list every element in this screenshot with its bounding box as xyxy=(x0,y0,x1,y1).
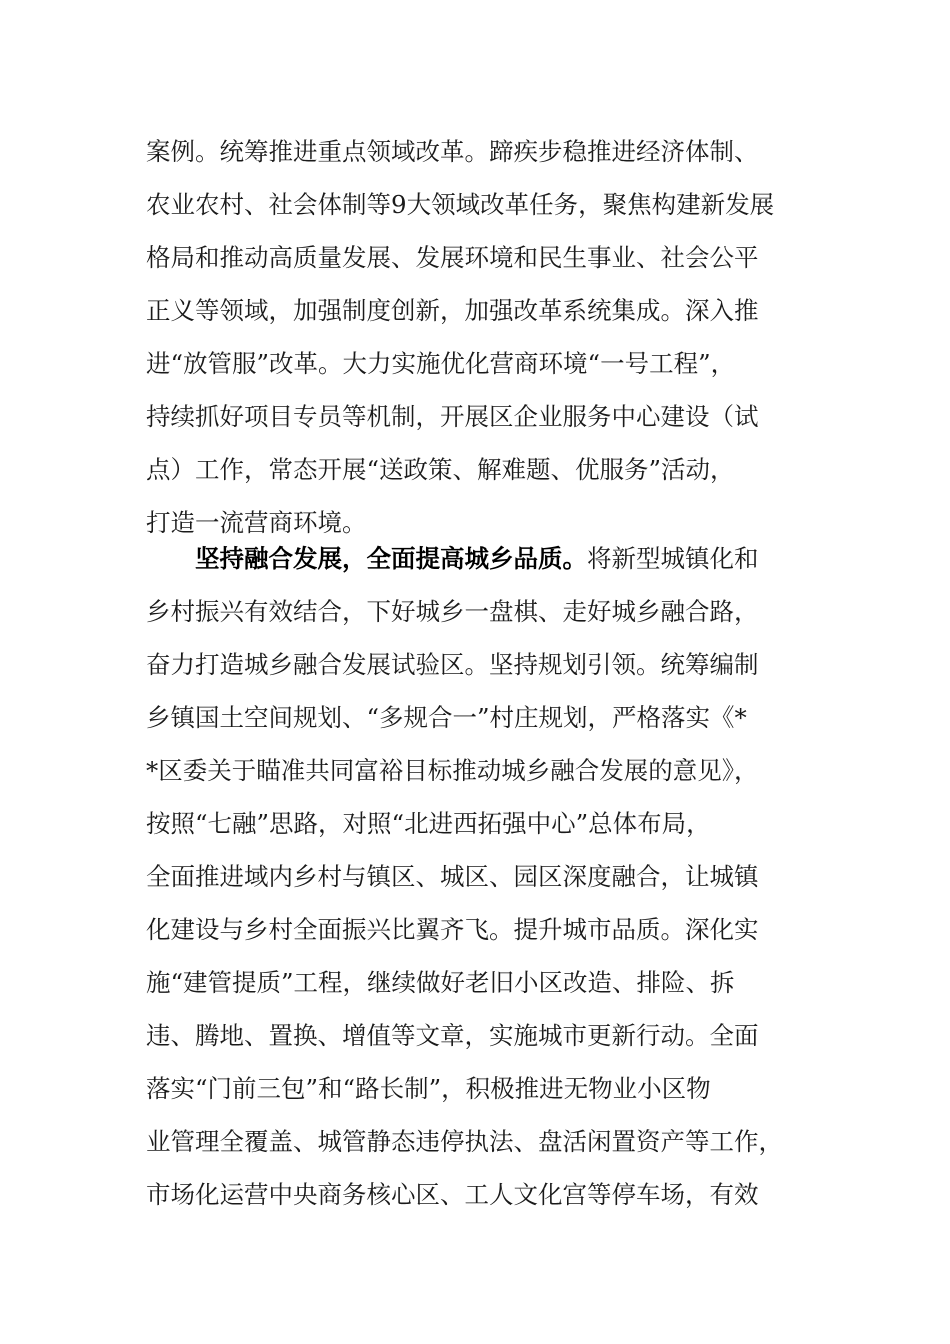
text-line: 市场化运营中央商务核心区、工人文化宫等停车场，有效 xyxy=(146,1180,759,1209)
section-heading: 坚持融合发展，全面提高城乡品质。 xyxy=(195,544,587,573)
text-line: 乡村振兴有效结合，下好城乡一盘棋、走好城乡融合路， xyxy=(146,597,759,626)
text-line: 持续抓好项目专员等机制，开展区企业服务中心建设（试 xyxy=(146,402,759,431)
paragraph-2 xyxy=(146,532,811,1221)
text-line: *区委关于瞄准共同富裕目标推动城乡融合发展的意见》， xyxy=(146,756,759,785)
text-line: 格局和推动高质量发展、发展环境和民生事业、社会公平 xyxy=(146,243,759,272)
text-line: 正义等领域，加强制度创新，加强改革系统集成。深入推 xyxy=(146,296,759,325)
text-line: 全面推进域内乡村与镇区、城区、园区深度融合，让城镇 xyxy=(146,862,759,891)
paragraph-1 xyxy=(146,125,811,549)
text-line: 落实“门前三包”和“路长制”，积极推进无物业小区物 xyxy=(146,1074,711,1103)
text-line: 奋力打造城乡融合发展试验区。坚持规划引领。统筹编制 xyxy=(146,650,759,679)
text-line: 化建设与乡村全面振兴比翼齐飞。提升城市品质。深化实 xyxy=(146,915,759,944)
text-line: 打造一流营商环境。 xyxy=(146,508,367,537)
paragraph-first-line xyxy=(146,532,811,585)
text-line: 乡镇国土空间规划、“多规合一”村庄规划，严格落实《* xyxy=(146,703,747,732)
text-line: 农业农村、社会体制等9大领域改革任务，聚焦构建新发展 xyxy=(146,190,775,219)
text-line: 按照“七融”思路，对照“北进西拓强中心”总体布局， xyxy=(146,809,711,838)
text-line: 进“放管服”改革。大力实施优化营商环境“一号工程”， xyxy=(146,349,736,378)
text-line: 施“建管提质”工程，继续做好老旧小区改造、排险、拆 xyxy=(146,968,735,997)
text-line: 违、腾地、置换、增值等文章，实施城市更新行动。全面 xyxy=(146,1021,759,1050)
text-line: 案例。统筹推进重点领域改革。蹄疾步稳推进经济体制、 xyxy=(146,137,759,166)
text-run: 将新型城镇化和 xyxy=(587,544,759,573)
text-line: 点）工作，常态开展“送政策、解难题、优服务”活动， xyxy=(146,455,735,484)
text-line: 业管理全覆盖、城管静态违停执法、盘活闲置资产等工作， xyxy=(146,1127,783,1156)
